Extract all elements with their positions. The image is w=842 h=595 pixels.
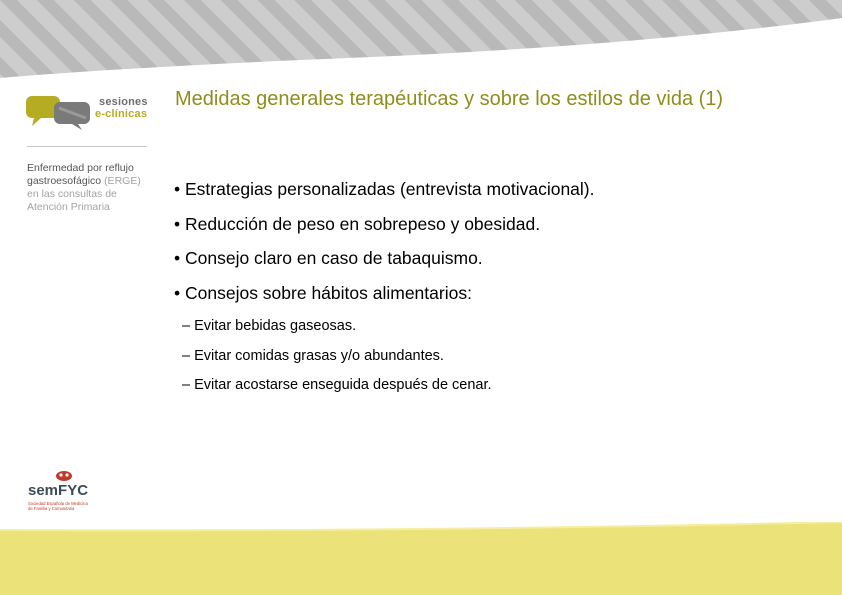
semfyc-logo	[26, 470, 136, 512]
sub-bullet-item: – Evitar bebidas gaseosas.	[182, 318, 357, 334]
sub-bullet-item: – Evitar comidas grasas y/o abundantes.	[182, 347, 444, 364]
bullet-list	[174, 172, 834, 310]
subtitle-line-1: Enfermedad por reflujo	[27, 162, 134, 174]
subtitle-line-3: en las consultas de	[27, 188, 117, 200]
semfyc-tagline-2: de Familia y Comunitaria	[28, 506, 75, 511]
logo-text-eclinicas: e-clínicas	[95, 108, 148, 120]
header-divider	[27, 146, 147, 147]
sub-bullet-list	[182, 312, 822, 401]
bullet-item: • Consejos sobre hábitos alimentarios:	[174, 282, 472, 303]
course-subtitle	[27, 162, 167, 214]
semfyc-wordmark	[28, 482, 88, 499]
bullet-item: • Estrategias personalizadas (entrevista motivacional).	[174, 179, 595, 199]
semfyc-wordmark-fyc: FYC	[58, 482, 89, 499]
decorative-bottom-band	[0, 522, 842, 595]
semfyc-tagline-1: Sociedad Española de Medicina	[28, 501, 88, 506]
speech-bubbles-icon	[26, 94, 94, 130]
semfyc-wordmark-sem: sem	[28, 482, 59, 499]
subtitle-line-2	[27, 175, 167, 188]
sesiones-eclinicas-logo	[26, 94, 156, 130]
logo-text-sesiones: sesiones	[99, 96, 148, 108]
subtitle-line-2-abbr: (ERGE)	[104, 175, 141, 187]
bullet-item: • Consejo claro en caso de tabaquismo.	[174, 248, 483, 268]
subtitle-line-4: Atención Primaria	[27, 201, 110, 213]
subtitle-line-2-main: gastroesofágico	[27, 175, 102, 187]
bullet-item: • Reducción de peso en sobrepeso y obesidad.	[174, 213, 541, 234]
semfyc-emblem-icon	[55, 470, 73, 482]
decorative-top-band	[0, 0, 842, 78]
sub-bullet-item: – Evitar acostarse enseguida después de cenar.	[182, 377, 492, 393]
slide-title: Medidas generales terapéuticas y sobre los estilos de vida (1)	[175, 88, 724, 110]
